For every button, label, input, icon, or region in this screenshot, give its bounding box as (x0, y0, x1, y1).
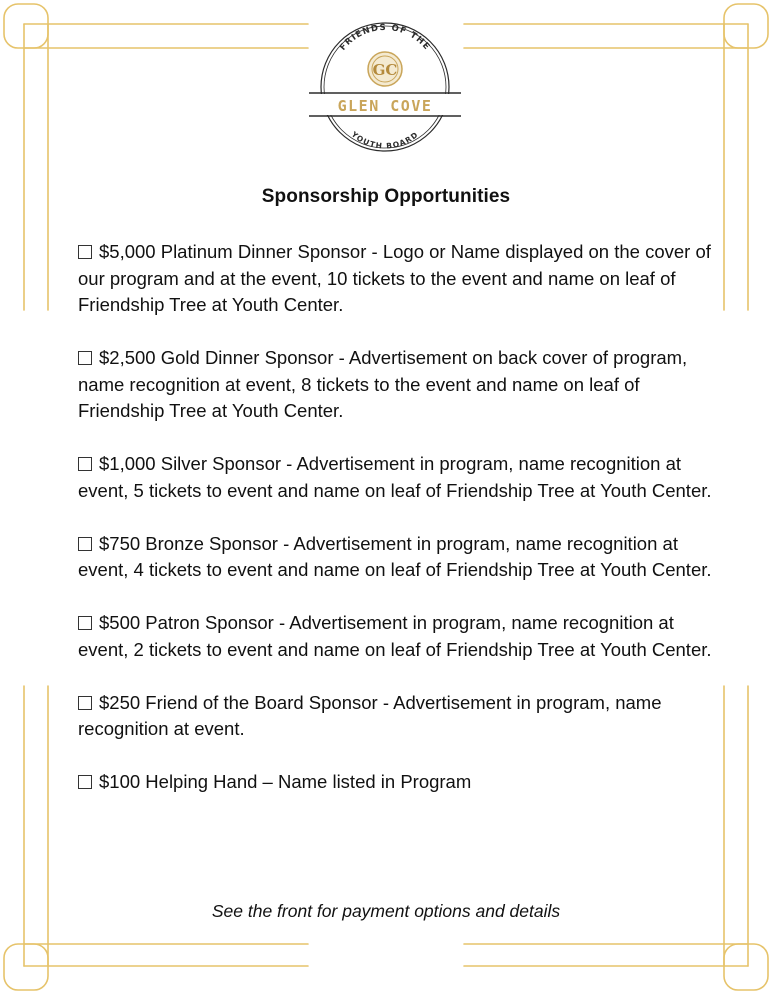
checkbox[interactable] (78, 775, 92, 789)
sponsor-option-text: $750 Bronze Sponsor - Advertisement in program, name recognition at event, 4 tickets to event and name on leaf of Friendship Tree at Youth Center. (78, 532, 712, 580)
checkbox[interactable] (78, 616, 92, 630)
logo-arc-top-text: FRIENDS OF THE (338, 22, 432, 53)
sponsor-option-text: $5,000 Platinum Dinner Sponsor - Logo or Name displayed on the cover of our program and at the event, 10 tickets to the event and name on leaf of Friendship Tree at Youth Center. (78, 241, 711, 315)
gc-monogram-icon (368, 52, 402, 86)
sponsor-option (78, 531, 726, 584)
page-title: Sponsorship Opportunities (261, 186, 511, 207)
sponsor-option (78, 239, 726, 319)
logo-arc-bottom-text: YOUTH BOARD (349, 129, 421, 151)
checkbox[interactable] (78, 351, 92, 365)
checkbox[interactable] (78, 696, 92, 710)
sponsor-option-text: $250 Friend of the Board Sponsor - Advertisement in program, name recognition at event. (78, 691, 662, 739)
checkbox[interactable] (78, 245, 92, 259)
checkbox[interactable] (78, 537, 92, 551)
sponsor-option-text: $1,000 Silver Sponsor - Advertisement in program, name recognition at event, 5 tickets to event and name on leaf of Friendship Tree at Youth Center. (78, 453, 712, 501)
sponsor-option-text: $500 Patron Sponsor - Advertisement in program, name recognition at event, 2 tickets to event and name on leaf of Friendship Tree at Youth Center. (78, 612, 712, 660)
sponsor-option (78, 451, 726, 504)
sponsor-option (78, 610, 726, 663)
checkbox[interactable] (78, 457, 92, 471)
sponsor-option-text: $2,500 Gold Dinner Sponsor - Advertisement on back cover of program, name recognition at event, 8 tickets to the event and name on leaf of Friendship Tree at Youth Center. (78, 347, 688, 421)
sponsor-option-text: $100 Helping Hand – Name listed in Program (99, 771, 472, 792)
glen-cove-youth-board-logo (305, 20, 465, 155)
sponsorship-options-list (78, 239, 726, 822)
sponsor-option (78, 690, 726, 743)
sponsor-option (78, 345, 726, 425)
footer-note: See the front for payment options and details (211, 901, 561, 921)
sponsor-option (78, 769, 726, 796)
logo-banner-text: GLEN COVE (337, 97, 433, 115)
svg-text:GC: GC (372, 61, 398, 79)
